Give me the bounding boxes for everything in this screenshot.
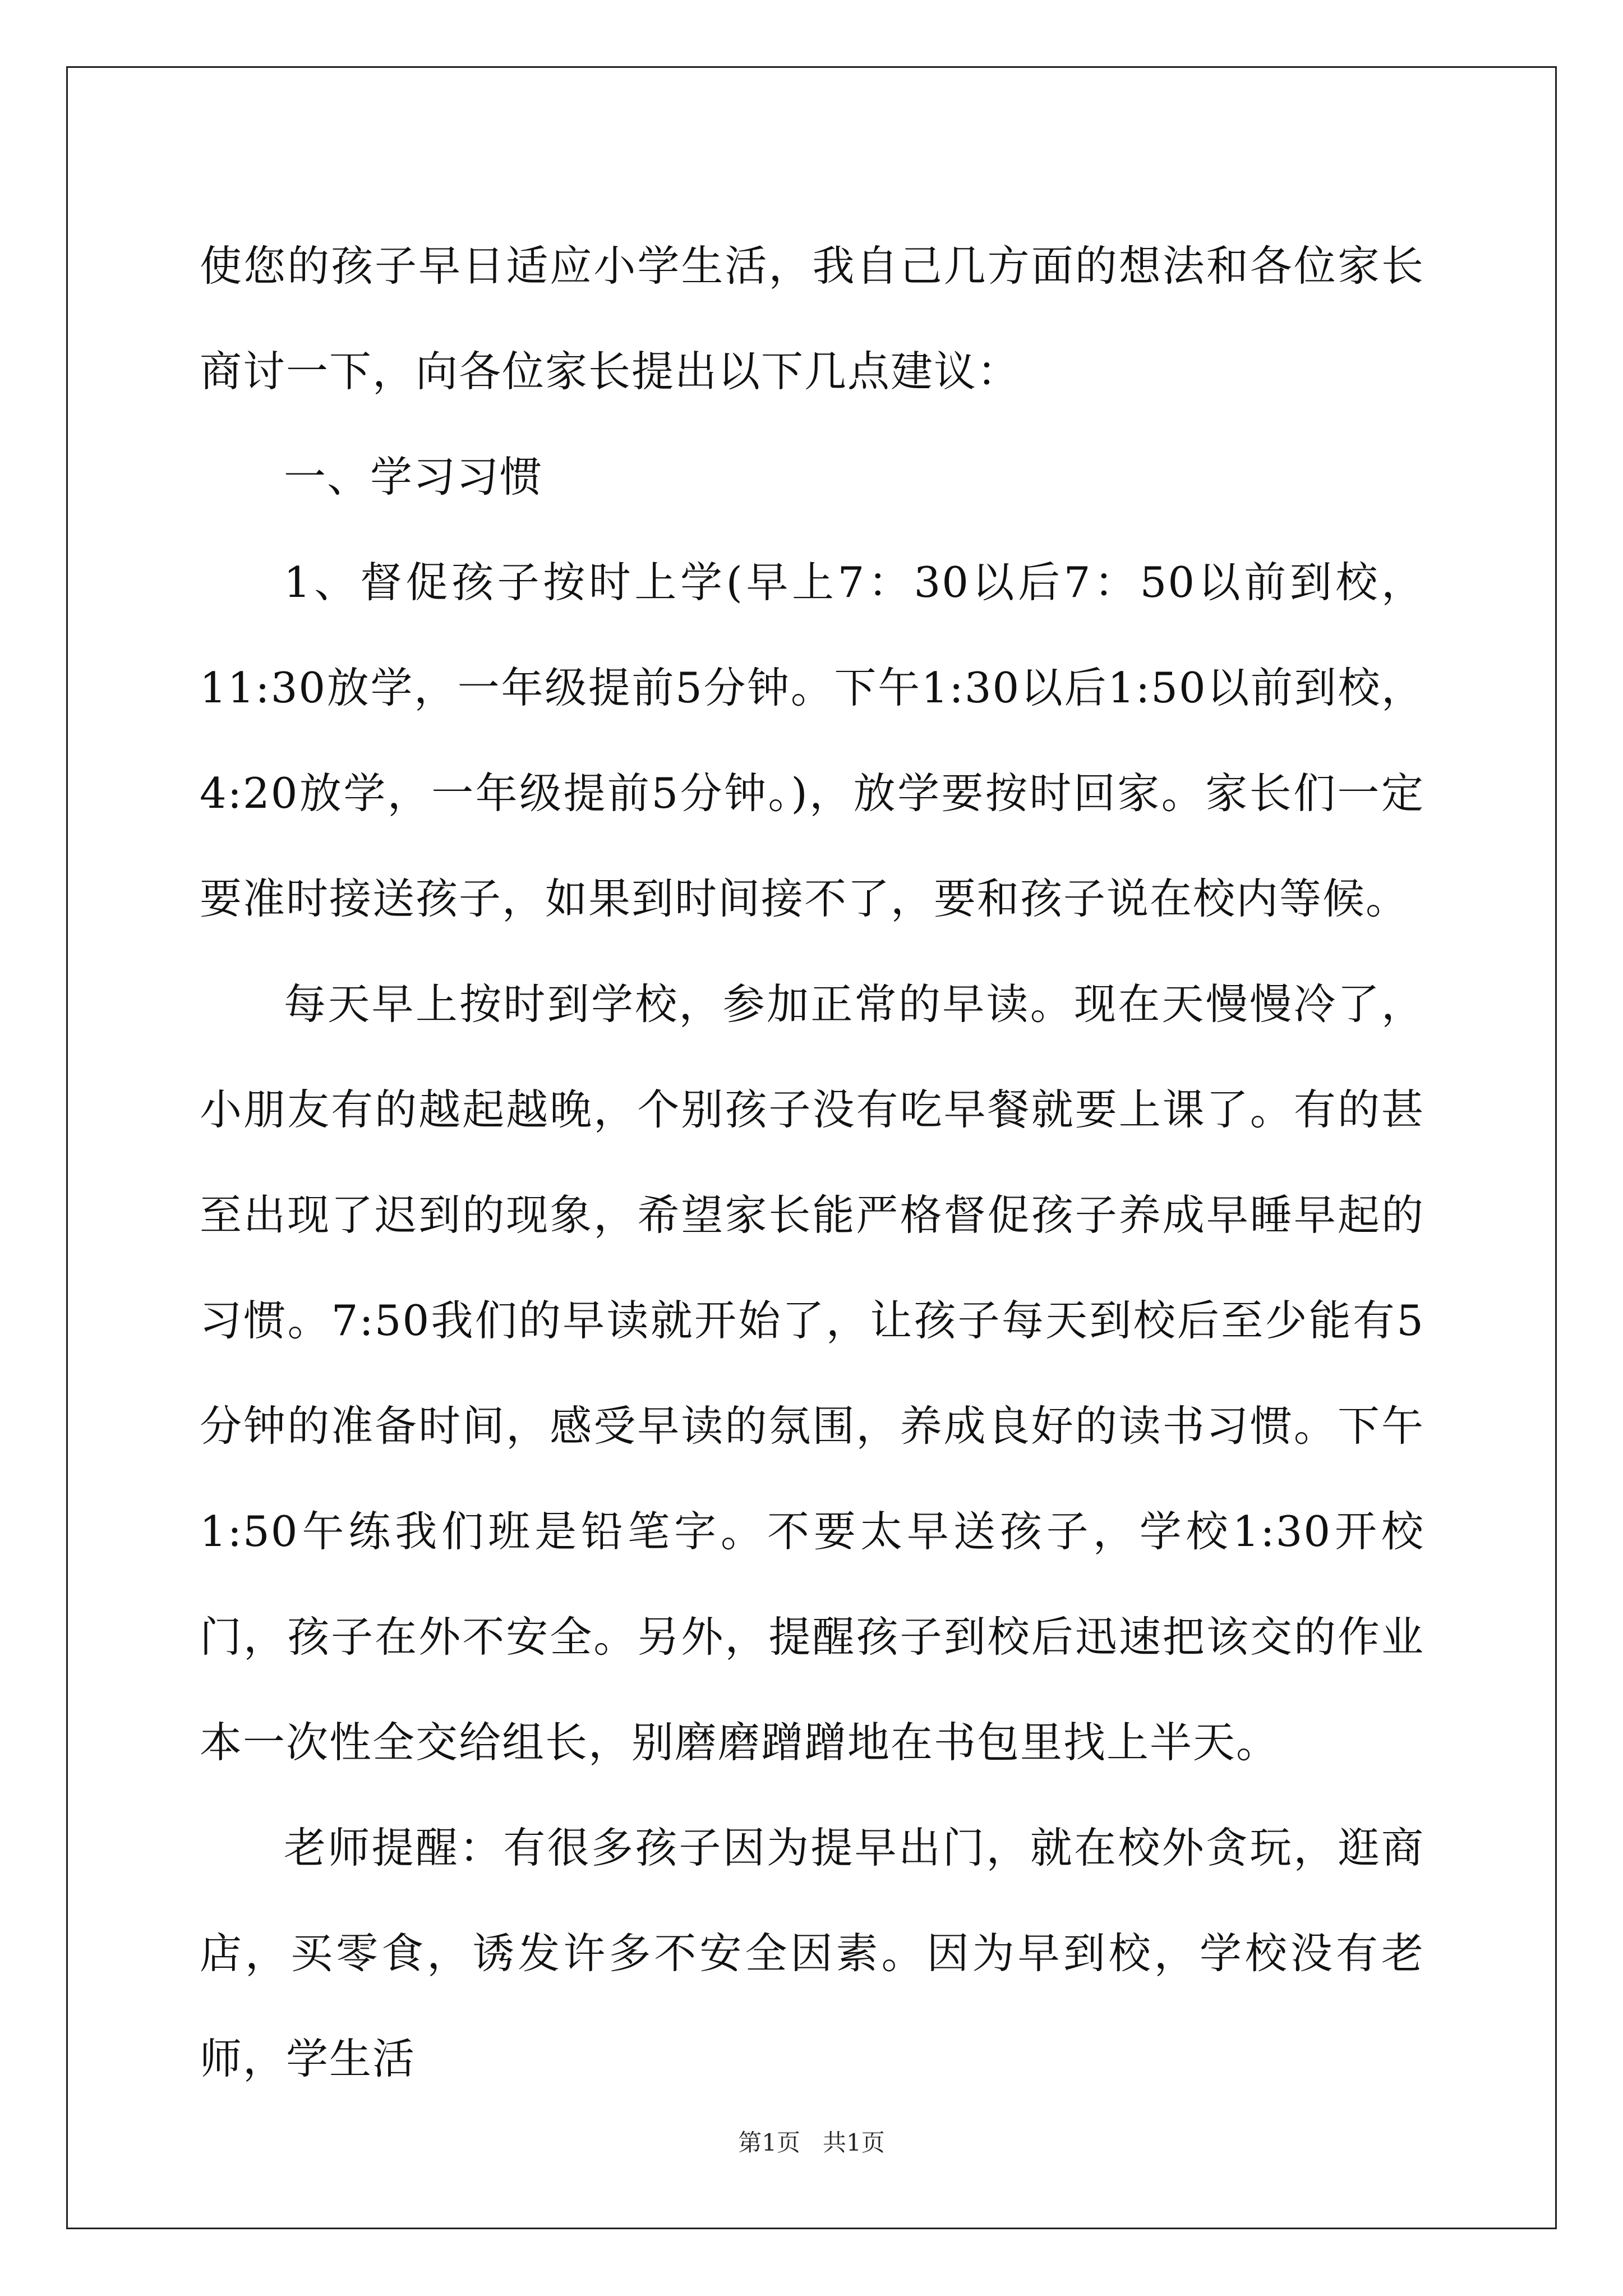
document-body — [200, 213, 1424, 2111]
paragraph-teacher-reminder: 老师提醒：有很多孩子因为提早出门，就在校外贪玩，逛商店，买零食，诱发许多不安全因素。因为早到校，学校没有老师，学生活 — [200, 1823, 1424, 2083]
paragraph-school-times: 1、督促孩子按时上学(早上7：30以后7：50以前到校，11:30放学，一年级提前5分钟。下午1:30以后1:50以前到校，4:20放学，一年级提前5分钟。)，放学要按时回家。家长们一定要准时接送孩子，如果到时间接不了，要和孩子说在校内等候。 — [200, 558, 1424, 923]
page-footer: 第1页 共1页 — [738, 2129, 885, 2156]
section-heading-study-habits: 一、学习习惯 — [284, 452, 543, 501]
paragraph-morning-reading: 每天早上按时到学校，参加正常的早读。现在天慢慢冷了，小朋友有的越起越晚，个别孩子没有吃早餐就要上课了。有的甚至出现了迟到的现象，希望家长能严格督促孩子养成早睡早起的习惯。7:50我们的早读就开始了，让孩子每天到校后至少能有5分钟的准备时间，感受早读的氛围，养成良好的读书习惯。下午1:50午练我们班是铅笔字。不要太早送孩子，学校1:30开校门，孩子在外不安全。另外，提醒孩子到校后迅速把该交的作业本一次性全交给组长，别磨磨蹭蹭地在书包里找上半天。 — [200, 979, 1424, 1767]
paragraph-intro: 使您的孩子早日适应小学生活，我自己几方面的想法和各位家长商讨一下，向各位家长提出以下几点建议： — [200, 241, 1424, 396]
